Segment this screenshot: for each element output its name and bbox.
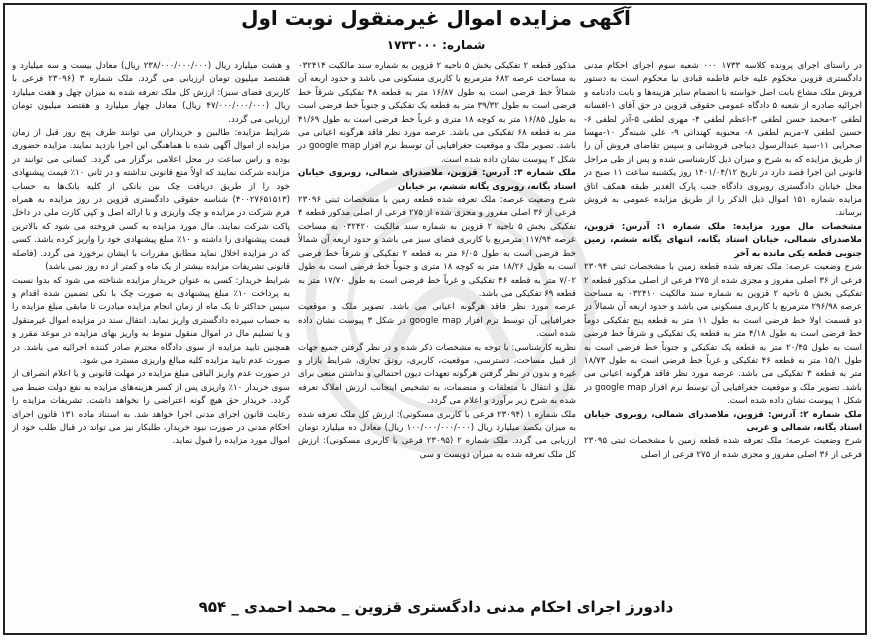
- paragraph: شرایط خریدار: کسی به عنوان خریدار مزایده شناخته می شود که بدوا نسبت به پرداخت ۱۰٪ مبلغ پیشنهادی به صورت چک با نکی تضمین شده اقدام و سپس حداکثر تا یک ماه از زمان انجام مزایده مبادرت تا مابقی مبلغ مزایده را به حساب سپرده دادگستری واریز نماید. انتقال سند در مزایده اموال غیرمنقول و یا تسلیم مال در اموال منقول منوط به واریز بهای مزایده در موعد مقرر و همچنین تایید مزایده از سوی دادگاه محترم صادر کننده اجرائیه می باشد. در صورت عدم تایید مزایده کلیه مبالغ واریزی مسترد می شود.: [12, 275, 290, 366]
- paragraph: ملک شماره ۳: آدرس: قزوین، ملاصدرای شمالی، روبروی خیابان استاد یگانه، روبروی یگانه ششم، بر خیابان: [298, 168, 576, 192]
- column-middle: [298, 60, 576, 596]
- paragraph: در راستای اجرای پرونده کلاسه ۱۷۳۳ ۰۰۰ شعبه سوم اجرای احکام مدنی دادگستری قزوین محکوم علیه خانم فاطمه قبادی نیا محکوم است به دستور فروش ملک مشاع بابت اصل خواسته با انضمام سایر هزینه‌ها و بابت دادنامه و اجرائیه صادره از شعبه ۵ دادگاه عمومی حقوقی قزوین در حق آقای ۱-افسانه لطفی ۲-محمد حسن لطفی ۳-اعظم لطفی ۴- مهری لطفی ۵-آذر لطفی ۶-حسین لطفی ۷-مریم لطفی ۸- محبوبه کهندانی ۹- علی شینه‌گر ۱۰-مهسا صحرایی ۱۱-سید عبدالرسول دیباجی فروشانی و سپس تقاضای فروش آن را از طریق مزایده که به شرح و میزان ذیل کارشناسی شده و پس از طی مراحل قانونی این اجرا قصد دارد در تاریخ ۱۴۰۱/۰۴/۱۲ روز یکشنبه ساعت ۱۱ صبح در محل خیابان دادگستری روبروی دادگاه جنب پارک الغدیر طبقه همکف اتاق مزایده شماره ۱۵۱ اموال ذیل الذکر را از طریق مزایده عمومی به فروش برساند.: [584, 61, 862, 219]
- paragraph: نظریه کارشناسی: با توجه به مشخصات ذکر شده و در نظر گرفتن جمیع جهات از قبیل مساحت، دسترسی، موقعیت، کاربری، رونق تجاری، شرایط بازار و غیره و بدون در نظر گرفتن هرگونه تعهدات دیون احتمالی و نداشتن منعی برای نقل و انتقال با متعلقات و منضمات، به تشخیص اینجانب ارزش املاک تعرفه شده به شرح زیر برآورد و اعلام می گردد.: [298, 342, 576, 407]
- column-left: [12, 60, 290, 596]
- paragraph: و هشت میلیارد ریال (۲۳۸/۰۰۰/۰۰۰/۰۰۰ ریال) معادل بیست و سه میلیارد و هشتصد میلیون تومان ارزیابی می گردد. ملک شماره ۳ (۲۳۰۹۶ فرعی با کاربری فضای سبز): ارزش کل ملک تعرفه شده به میزان چهل و هفت میلیارد ریال (۴۷/۰۰۰/۰۰۰/۰۰۰ ریال) معادل چهار میلیارد و هفتصد میلیون تومان ارزیابی می گردد.: [12, 61, 290, 125]
- paragraph: شرح وضعیت عرصه: ملک تعرفه شده قطعه زمین با مشخصات ثبتی ۲۳۰۹۴ فرعی از ۳۶ اصلی مفروز و مجزی شده از ۲۷۵ فرعی از اصلی مذکور قطعه ۲ تفکیکی بخش ۵ ناحیه ۲ قزوین به شماره سند مالکیت ۰۳۲۴۱۰ به مساحت عرصه ۲۹۶/۹۸ مترمربع با کاربری مسکونی می باشد و حدود اربعه آن شمالاً در دو قسمت اولا خط فرضی است به طول ۱۱ متر به قطعه پنج تفکیکی دوماً خط فرضی است به طول ۴/۱۸ متر به قطعه یک تفکیکی و شرقاً خط فرضی است به طول ۲۰/۴۵ متر به قطعه یک تفکیکی و جنوباً خط فرضی است به طول ۱۵/۱ متر به قطعه ۴۶ تفکیکی و غرباً خط فرضی است به طول ۱۸/۷۳ متر به قطعه ۳ تفکیکی می باشد. عرصه مورد نظر فاقد هرگونه اعیانی می باشد. تصویر ملک و موقعیت جغرافیایی آن توسط نرم افزار google map در شکل ۱ پیوست نشان داده شده است.: [584, 262, 862, 407]
- paragraph: ملک شماره ۱ (۲۳۰۹۴ فرعی با کاربری مسکونی): ارزش کل ملک تعرفه شده به میزان یکصد میلیارد ریال (۱۰۰/۰۰۰/۰۰۰/۰۰۰ ریال) معادل ده میلیارد تومان ارزیابی می گردد. ملک شماره ۲ (۲۳۰۹۵ فرعی با کاربری مسکونی): ارزش کل ملک تعرفه شده به میزان دویست و سی: [298, 409, 576, 460]
- paragraph: ملک شماره ۲: آدرس: قزوین، ملاصدرای شمالی، روبروی خیابان استاد یگانه، شمالی و غربی: [584, 409, 862, 433]
- paragraph: در صورت عدم واریز الباقی مبلغ مزایده در مهلت قانونی و یا اعلام انصراف از سوی خریدار ۱۰٪ واریزی پس از کسر هزینه‌های مزایده به نفع دولت ضبط می گردد. خریدار حق هیچ گونه اعتراضی را نخواهد داشت. تشریفات مزایده را رعایت قانون اجرای مدنی اجرا خواهد شد. به استناد ماده ۱۳۱ قانون اجرای احکام مدنی در صورت نبود خریدار، طلبکار نیز می تواند در قبال طلب خود از اموال مورد مزایده را قبول نماید.: [12, 369, 290, 447]
- notice-title: آگهی مزایده اموال غیرمنقول نوبت اول: [241, 6, 631, 30]
- paragraph: مشخصات مال مورد مزایده: ملک شماره ۱: آدرس: قزوین، ملاصدرای شمالی، خیابان استاد یگانه، انتهای یگانه ششم، زمین جنوبی قطعه یکی مانده به آخر: [584, 221, 862, 259]
- paragraph: عرصه مورد نظر فاقد هرگونه اعیانی می باشد. تصویر ملک و موقعیت جغرافیایی آن توسط نرم افزار google map در شکل ۳ پیوست نشان داده شده است.: [298, 302, 576, 340]
- paragraph: شرایط مزایده: طالبین و خریداران می توانند ظرف پنج روز قبل از زمان مزایده از اموال آگهی شده با هماهنگی این اجرا بازدید نمایند. مزایده حضوری بوده و راس ساعت در محل اعلامی برگزار می گردد. کسانی می توانند در مزایده شرکت نمایند که اولاً منع قانونی نداشته و در ثانی ۱۰٪ قیمت پیشنهادی خود را از طریق دریافت چک بین بانکی از کلیه بانک‌ها به حساب (۴۰۰۲۷۶۵۱۵۱۳) شناسه حقوقی دادگستری قزوین در روز مزایده به همراه فرم شرکت در مزایده و چک واریزی و یا ارائه اصل و کپی کارت ملی در داخل پاکت شرکت نمایند. مال مورد مزایده به کسی فروخته می شود که بالاترین قیمت پیشنهادی را داشته و ۱۰٪ مبلغ پیشنهادی خود را واریز کرده باشد. کسی که در مزایده اخلال نماید مطابق مقررات با ایشان برخورد می گردد. (فاصله قانونی تشریفات مزایده بیشتر از یک ماه و کمتر از ده روز نمی باشد): [12, 128, 290, 273]
- paragraph: شرح وضعیت عرصه: ملک تعرفه شده قطعه زمین با مشخصات ثبتی ۲۳۰۹۶ فرعی از ۳۶ اصلی مفروز و مجزی شده از ۲۷۵ فرعی از اصلی مذکور قطعه ۴ تفکیکی بخش ۵ ناحیه ۲ قزوین به شماره سند مالکیت ۰۳۲۴۲۰ به مساحت عرصه ۱۱۷/۹۴ مترمربع با کاربری فضای سبز می باشد و حدود اربعه آن شمالاً خط فرضی است به طول ۶/۰۵ متر به قطعه ۲ تفکیکی و شرقاً خط فرضی است به طول ۱۸/۲۶ متر به کوچه ۱۸ متری و جنوباً خط فرضی است به طول ۷/۰۲ متر به قطعه ۴۶ تفکیکی و غرباً خط فرضی است به طول ۱۷/۷۰ متر به قطعه ۶۹ تفکیکی می باشد.: [298, 195, 576, 299]
- paragraph: مذکور قطعه ۲ تفکیکی بخش ۵ ناحیه ۲ قزوین به شماره سند مالکیت ۰۳۲۴۱۴ به مساحت عرصه ۶۸۲ مترمربع با کاربری مسکونی می باشد و حدود اربعه آن شمالاً خط فرضی است به طول ۱۶/۸۷ متر به قطعه ۴۸ تفکیکی شرقاً خط فرضی است به طول ۳۹/۳۲ متر به قطعه یک تفکیکی و جنوباً خط فرضی است به طول ۱۶/۸۵ متر به کوچه ۱۸ متری و غرباً خط فرضی است به طول ۴۱/۶۹ متر به قطعه ۶۸ تفکیکی می باشد. عرصه مورد نظر فاقد هرگونه اعیانی می باشد. تصویر ملک و موقعیت جغرافیایی آن توسط نرم افزار google map در شکل ۲ پیوست نشان داده شده است.: [298, 61, 576, 165]
- paragraph: شرح وضعیت عرصه: ملک تعرفه شده قطعه زمین با مشخصات ثبتی ۲۳۰۹۵ فرعی از ۳۶ اصلی مفروز و مجزی شده از ۲۷۵ فرعی از اصلی: [584, 436, 862, 460]
- column-right: [584, 60, 862, 596]
- notice-number: شماره: ۱۷۳۳۰۰۰: [386, 38, 486, 52]
- notice-footer-signature: دادورز اجرای احکام مدنی دادگستری قزوین _ محمد احمدی _ ۹۵۴: [198, 598, 674, 616]
- notice-body: [12, 60, 862, 596]
